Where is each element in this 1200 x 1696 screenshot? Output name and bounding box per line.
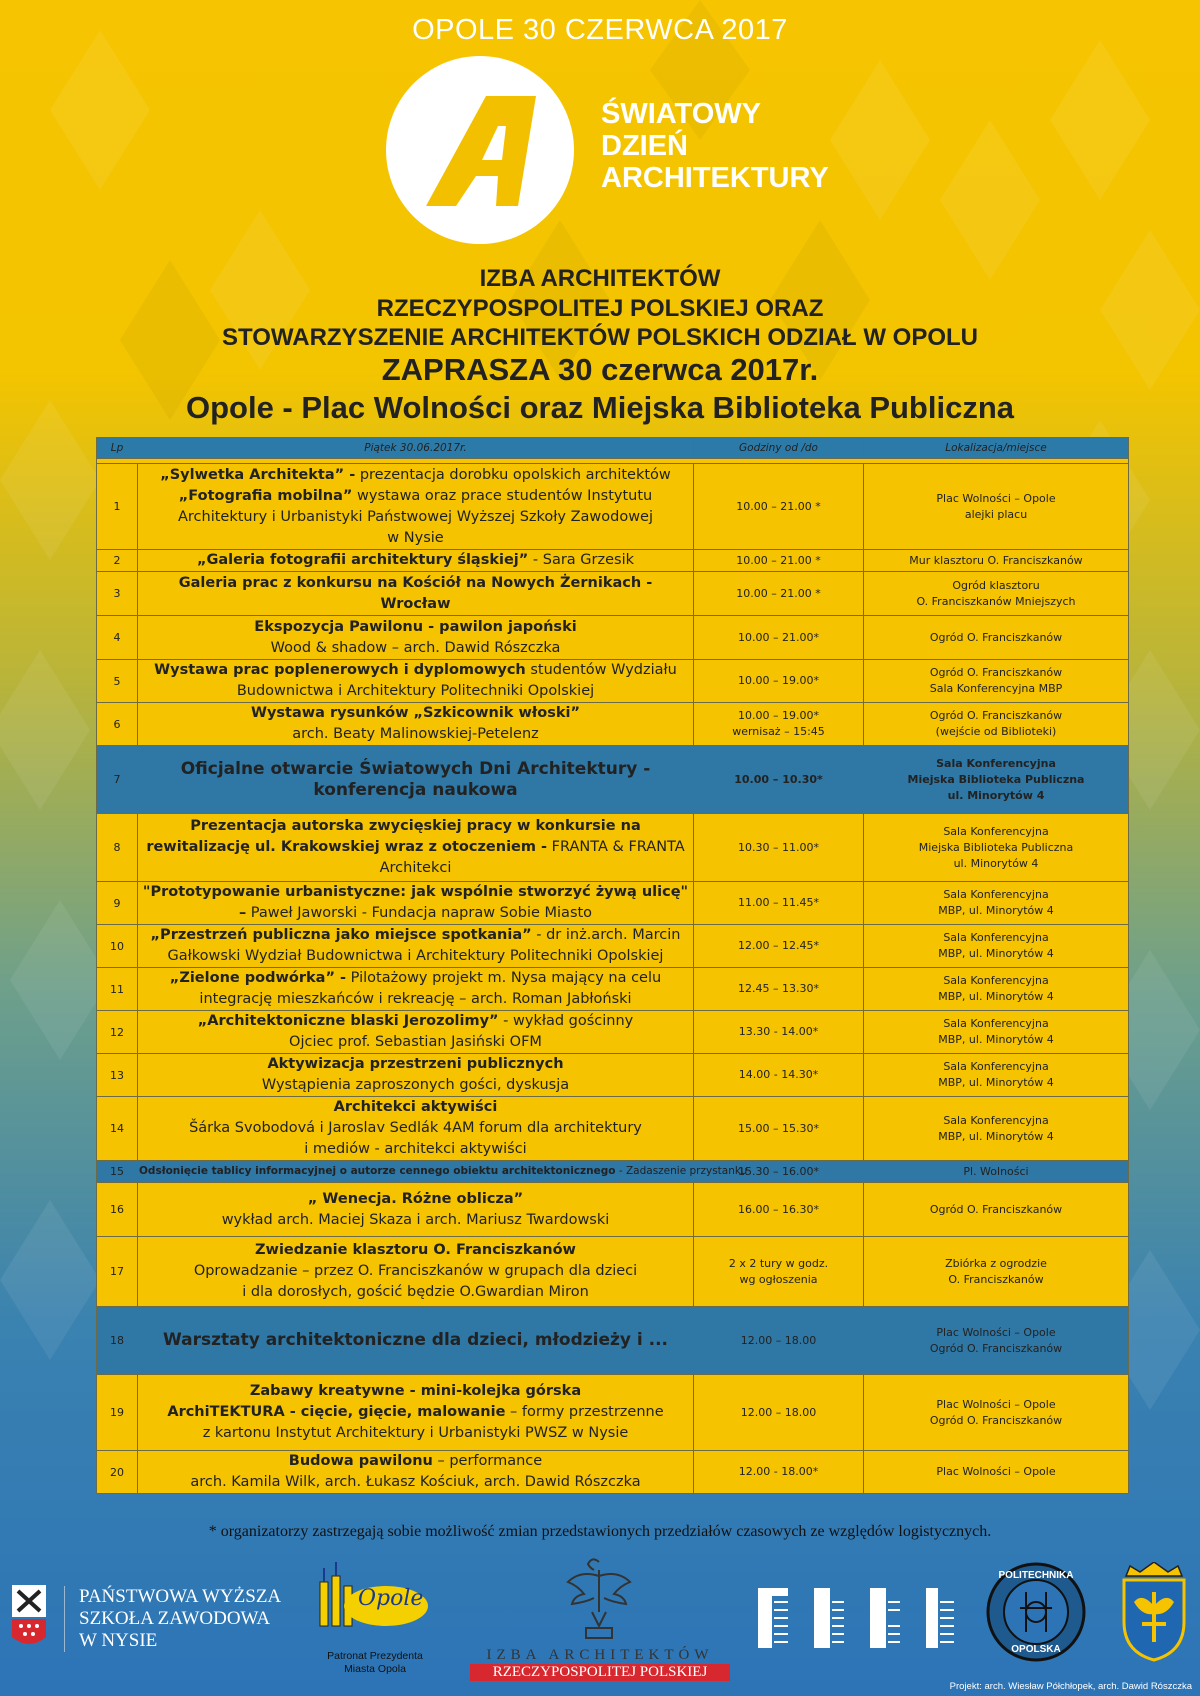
politechnika-bottom: OPOLSKA [1011,1644,1061,1655]
row-number [97,703,138,746]
event-hours [694,464,864,550]
event-title: Wystawa rysunków „Szkicownik włoski” [250,705,581,721]
event-title: „Zielone podwórka” - [169,970,347,986]
logo-line-2: DZIEŃ [601,130,688,162]
event-details: - Sara Grzesik [528,552,635,568]
event-location-text: Ogród O. Franciszkanów [929,630,1063,644]
politechnika-opolska-seal [986,1562,1086,1662]
row-number-text: 5 [113,674,121,688]
event-title: „ Wenecja. Różne oblicza” [307,1190,524,1207]
event-location [864,1054,1129,1097]
event-description [138,746,694,814]
event-hours-text: 10.00 – 19.00* wernisaż – 15:45 [732,709,825,738]
table-row [97,925,1129,968]
event-location-text: Mur klasztoru O. Franciszkanów [909,553,1083,567]
table-row [97,882,1129,925]
row-number-text: 18 [110,1334,124,1347]
event-title: „Sylwetka Architekta” - [160,466,356,483]
row-number [97,1011,138,1054]
row-number [97,968,138,1011]
event-details: - Zadaszenie przystanku [615,1165,748,1177]
row-number [97,550,138,572]
event-hours-text: 13.30 - 14.00* [738,1025,819,1038]
header-location: Lokalizacja/miejsce [864,438,1129,459]
table-row [97,1054,1129,1097]
event-title: Zwiedzanie klasztoru O. Franciszkanów [255,1242,576,1258]
event-hours [694,882,864,925]
event-hours-text: 15.00 – 15.30* [738,1121,819,1135]
title-line-3: STOWARZYSZENIE ARCHITEKTÓW POLSKICH ODZIAŁ W OPOLU [222,324,978,351]
table-row [97,814,1129,882]
table-row [97,1097,1129,1161]
event-location-text: Sala Konferencyjna Miejska Biblioteka Publiczna ul. Minorytów 4 [918,824,1074,870]
row-number-text: 8 [113,841,121,854]
row-number-text: 20 [110,1465,124,1479]
event-description [138,572,694,616]
table-row [97,746,1129,814]
event-location [864,660,1129,703]
event-description [138,1183,694,1237]
pwsz-crest-icon [12,1585,46,1656]
event-description [138,1054,694,1097]
row-number [97,572,138,616]
opole-logo-text: Opole [358,1586,424,1611]
row-number [97,1451,138,1494]
row-number [97,660,138,703]
row-number [97,464,138,550]
event-title: "Prototypowanie urbanistyczne: jak wspólnie stworzyć żywą ulicę" – [142,884,689,921]
event-description [138,1375,694,1451]
row-number-text: 17 [110,1265,124,1278]
table-row [97,616,1129,660]
row-number [97,882,138,925]
event-hours [694,746,864,814]
event-location-text: Ogród O. Franciszkanów Sala Konferencyjna MBP [929,666,1063,695]
event-location-text: Sala Konferencyjna MBP, ul. Minorytów 4 [938,931,1054,960]
event-title: Wystawa prac poplenerowych i dyplomowych [154,662,526,678]
event-location [864,550,1129,572]
event-hours [694,616,864,660]
event-location [864,882,1129,925]
event-hours [694,1054,864,1097]
event-hours [694,1097,864,1161]
event-location [864,968,1129,1011]
event-location-text: Zbiórka z ogrodzie O. Franciszkanów [945,1256,1047,1286]
event-location [864,464,1129,550]
title-location: Opole - Plac Wolności oraz Miejska Biblioteka Publiczna [185,390,1015,425]
event-description [138,925,694,968]
event-details: Oprowadzanie – przez O. Franciszkanów w grupach dla dzieci i dla dorosłych, gościć będzie O.Gwardian Miron [193,1263,638,1300]
table-row [97,572,1129,616]
event-location-text: Plac Wolności – Opole Ogród O. Franciszkanów [929,1397,1063,1427]
event-location-text: Sala Konferencyjna MBP, ul. Minorytów 4 [938,1113,1054,1143]
event-details: - dr inż.arch. Marcin Gałkowski Wydział Budownictwa i Architektury Politechniki Opolskiej [167,927,681,964]
row-number-text: 7 [113,773,121,786]
table-row [97,464,1129,550]
event-title-secondary: „Fotografia mobilna” [178,487,353,504]
event-title: Oficjalne otwarcie Światowych Dni Architektury - konferencja naukowa [180,758,651,800]
row-number [97,925,138,968]
design-credits: Projekt: arch. Wiesław Półchłopek, arch. Dawid Rószczka [949,1681,1192,1692]
row-number [97,1237,138,1307]
event-details: wykład arch. Maciej Skaza i arch. Mariusz Twardowski [221,1211,610,1228]
event-description [138,814,694,882]
table-header-row [97,438,1129,459]
event-location [864,1375,1129,1451]
event-title: Galeria prac z konkursu na Kościół na Nowych Żernikach - Wrocław [178,574,653,612]
table-row [97,1451,1129,1494]
event-details: Šárka Svobodová i Jaroslav Sedlák 4AM forum dla architektury i mediów - architekci aktywiści [189,1120,642,1157]
schedule-table [96,437,1129,1494]
event-hours [694,660,864,703]
event-date-banner: OPOLE 30 CZERWCA 2017 [412,14,788,46]
table-row [97,1161,1129,1183]
title-invitation: ZAPRASZA 30 czerwca 2017r. [381,352,819,387]
event-location-text: Sala Konferencyjna MBP, ul. Minorytów 4 [938,888,1054,917]
event-hours-text: 10.30 – 11.00* [738,840,819,854]
event-location-text: Ogród O. Franciszkanów (wejście od Biblioteki) [929,709,1063,738]
row-number [97,814,138,882]
opole-city-logo [308,1562,438,1642]
sarp-logo-icon [758,1588,958,1653]
event-description [138,464,694,550]
row-number [97,1307,138,1375]
event-location [864,572,1129,616]
iarp-wordmark [470,1647,730,1681]
event-location [864,1097,1129,1161]
world-architecture-day-logo [386,56,574,244]
row-number-text: 3 [113,587,121,600]
table-row [97,1237,1129,1307]
event-hours-text: 12.00 - 18.00* [738,1465,819,1478]
title-line-2: RZECZYPOSPOLITEJ POLSKIEJ ORAZ [376,295,824,322]
opole-coat-of-arms-icon [1120,1562,1188,1667]
event-details: arch. Beaty Malinowskiej-Petelenz [292,726,539,742]
event-description [138,968,694,1011]
event-hours [694,968,864,1011]
event-location [864,703,1129,746]
event-location [864,1183,1129,1237]
event-description [138,616,694,660]
event-hours-text: 2 x 2 tury w godz. wg ogłoszenia [728,1256,829,1286]
event-location-text: Pl. Wolności [963,1164,1029,1178]
logo-line-3: ARCHITEKTURY [601,162,829,194]
event-hours [694,1451,864,1494]
event-location-text: Sala Konferencyjna MBP, ul. Minorytów 4 [938,974,1054,1003]
row-number-text: 6 [113,717,121,731]
event-details: FRANTA & FRANTA Architekci [379,839,685,876]
iarp-line-1: IZBA ARCHITEKTÓW [486,1647,714,1663]
event-location [864,1451,1129,1494]
event-title: Odsłonięcie tablicy informacyjnej o autorze cennego obiektu architektonicznego [139,1165,616,1177]
event-hours-text: 10.00 – 21.00 * [736,553,821,567]
event-hours [694,1375,864,1451]
row-number [97,746,138,814]
event-description [138,1451,694,1494]
event-location [864,1011,1129,1054]
event-title: Architekci aktywiści [333,1099,498,1115]
event-details: Pilotażowy projekt m. Nysa mający na celu integrację mieszkańców i rekreację – arch. Roman Jabłoński [199,970,662,1007]
event-title: „Architektoniczne blaski Jerozolimy” [197,1013,499,1029]
pwsz-line-2: SZKOŁA ZAWODOWA [79,1608,271,1629]
event-title: Aktywizacja przestrzeni publicznych [267,1056,564,1072]
row-number-text: 9 [113,896,121,910]
logo-line-1: ŚWIATOWY [601,98,762,130]
logo-wordmark [601,98,829,194]
event-details: – formy przestrzenne z kartonu Instytut Architektury i Urbanistyki PWSZ w Nysie [202,1404,664,1441]
patronat-line-2: Miasta Opola [344,1663,406,1675]
row-number [97,1375,138,1451]
event-location [864,925,1129,968]
event-hours-text: 10.00 – 21.00 * [736,499,821,513]
row-number [97,616,138,660]
event-description [138,882,694,925]
row-number [97,1097,138,1161]
event-hours-text: 12.00 – 12.45* [738,939,819,952]
row-number-text: 2 [113,554,121,567]
row-number-text: 14 [110,1122,124,1135]
event-location-text: Plac Wolności – Opole Ogród O. Franciszkanów [929,1325,1063,1355]
event-title: Ekspozycja Pawilonu - pawilon japoński [254,618,577,635]
row-number-text: 16 [110,1203,124,1216]
event-hours-text: 10.00 – 21.00 * [736,586,821,600]
header-hours: Godziny od /do [694,438,864,459]
row-number-text: 4 [113,631,121,644]
event-hours [694,814,864,882]
event-location-text: Ogród O. Franciszkanów [929,1202,1063,1216]
table-row [97,550,1129,572]
pwsz-line-1: PAŃSTWOWA WYŻSZA [79,1586,282,1607]
event-description [138,1307,694,1375]
event-hours-text: 12.00 – 18.00 [740,1333,817,1347]
event-hours [694,1183,864,1237]
event-description [138,1097,694,1161]
event-details: prezentacja dorobku opolskich architektów [355,466,671,483]
event-hours [694,703,864,746]
pwsz-line-3: W NYSIE [79,1630,158,1651]
event-hours [694,1307,864,1375]
event-hours-text: 10.00 – 21.00* [738,630,819,644]
header-lp: Lp [97,438,138,459]
event-hours-text: 12.45 – 13.30* [738,982,819,995]
event-title: Prezentacja autorska zwycięskiej pracy w konkursie na rewitalizację ul. Krakowskiej wraz z otoczeniem - [146,818,641,855]
row-number-text: 19 [110,1406,124,1419]
event-details: Wystąpienia zaproszonych gości, dyskusja [261,1077,570,1093]
header-event: Piątek 30.06.2017r. [138,438,694,459]
patronat-caption [300,1650,450,1676]
pwsz-wordmark [64,1586,281,1652]
event-hours-text: 10.00 – 19.00* [738,674,819,687]
event-details: Wood & shadow – arch. Dawid Rószczka [270,639,561,656]
row-number-text: 10 [110,939,124,953]
row-number-text: 1 [113,500,121,513]
event-details: - wykład gościnny Ojciec prof. Sebastian Jasiński OFM [289,1013,634,1050]
event-details-secondary: wystawa oraz prace studentów Instytutu Architektury i Urbanistyki Państwowej Wyższej Szkoły Zawodowej w Nysie [177,487,654,546]
row-number [97,1054,138,1097]
table-row [97,660,1129,703]
event-title: „Galeria fotografii architektury śląskiej” [196,552,529,568]
event-details: Paweł Jaworski - Fundacja napraw Sobie Miasto [246,905,593,921]
event-location-text: Sala Konferencyjna MBP, ul. Minorytów 4 [938,1060,1054,1089]
event-hours-text: 11.00 – 11.45* [738,896,819,909]
iarp-line-2: RZECZYPOSPOLITEJ POLSKIEJ [470,1664,730,1681]
event-hours-text: 15.30 – 16.00* [738,1164,819,1178]
event-description [138,1011,694,1054]
row-number-text: 13 [110,1068,124,1082]
event-location [864,1161,1129,1183]
event-description [138,660,694,703]
event-location-text: Plac Wolności – Opole [936,1465,1056,1478]
event-location-text: Sala Konferencyjna MBP, ul. Minorytów 4 [938,1017,1054,1046]
table-row [97,1375,1129,1451]
event-location [864,616,1129,660]
row-number-text: 15 [110,1165,124,1178]
politechnika-top: POLITECHNIKA [998,1570,1074,1581]
table-row [97,703,1129,746]
event-description [138,703,694,746]
row-number-text: 11 [110,982,124,996]
event-title: Budowa pawilonu [288,1453,433,1469]
event-hours [694,1237,864,1307]
event-hours-text: 16.00 – 16.30* [738,1202,819,1216]
patronat-line-1: Patronat Prezydenta [327,1650,423,1662]
event-location [864,1307,1129,1375]
event-description [138,1161,748,1183]
row-number [97,1183,138,1237]
eagle-emblem-icon [564,1552,634,1647]
event-description [138,550,694,572]
event-hours [694,925,864,968]
event-title: Warsztaty architektoniczne dla dzieci, młodzieży i ... [162,1330,669,1350]
event-hours-text: 12.00 – 18.00 [740,1405,817,1419]
disclaimer-note: * organizatorzy zastrzegają sobie możliwość zmian przedstawionych przedziałów czasowych ze względów logistycznych. [208,1523,992,1540]
event-location [864,746,1129,814]
event-location [864,814,1129,882]
table-row [97,1011,1129,1054]
table-row [97,968,1129,1011]
row-number [97,1161,138,1183]
table-row [97,1307,1129,1375]
event-location [864,1237,1129,1307]
row-number-text: 12 [110,1025,124,1039]
event-details: – performance arch. Kamila Wilk, arch. Łukasz Kościuk, arch. Dawid Rószczka [190,1453,641,1490]
event-details: studentów Wydziału Budownictwa i Architektury Politechniki Opolskiej [236,662,677,699]
event-title: „Przestrzeń publiczna jako miejsce spotkania” [150,927,532,943]
event-hours [694,550,864,572]
table-row [97,1183,1129,1237]
event-description [138,1237,694,1307]
title-line-1: IZBA ARCHITEKTÓW [479,265,721,292]
event-location-text: Plac Wolności – Opole alejki placu [936,491,1056,521]
event-hours [694,572,864,616]
event-hours-text: 10.00 – 10.30* [734,772,823,786]
event-hours-text: 14.00 - 14.30* [738,1068,819,1081]
event-title: Zabawy kreatywne - mini-kolejka górska ArchiTEKTURA - cięcie, gięcie, malowanie [167,1383,582,1420]
event-location-text: Ogród klasztoru O. Franciszkanów Mniejszych [916,578,1076,608]
event-hours [694,1011,864,1054]
event-location-text: Sala Konferencyjna Miejska Biblioteka Publiczna ul. Minorytów 4 [907,756,1085,802]
